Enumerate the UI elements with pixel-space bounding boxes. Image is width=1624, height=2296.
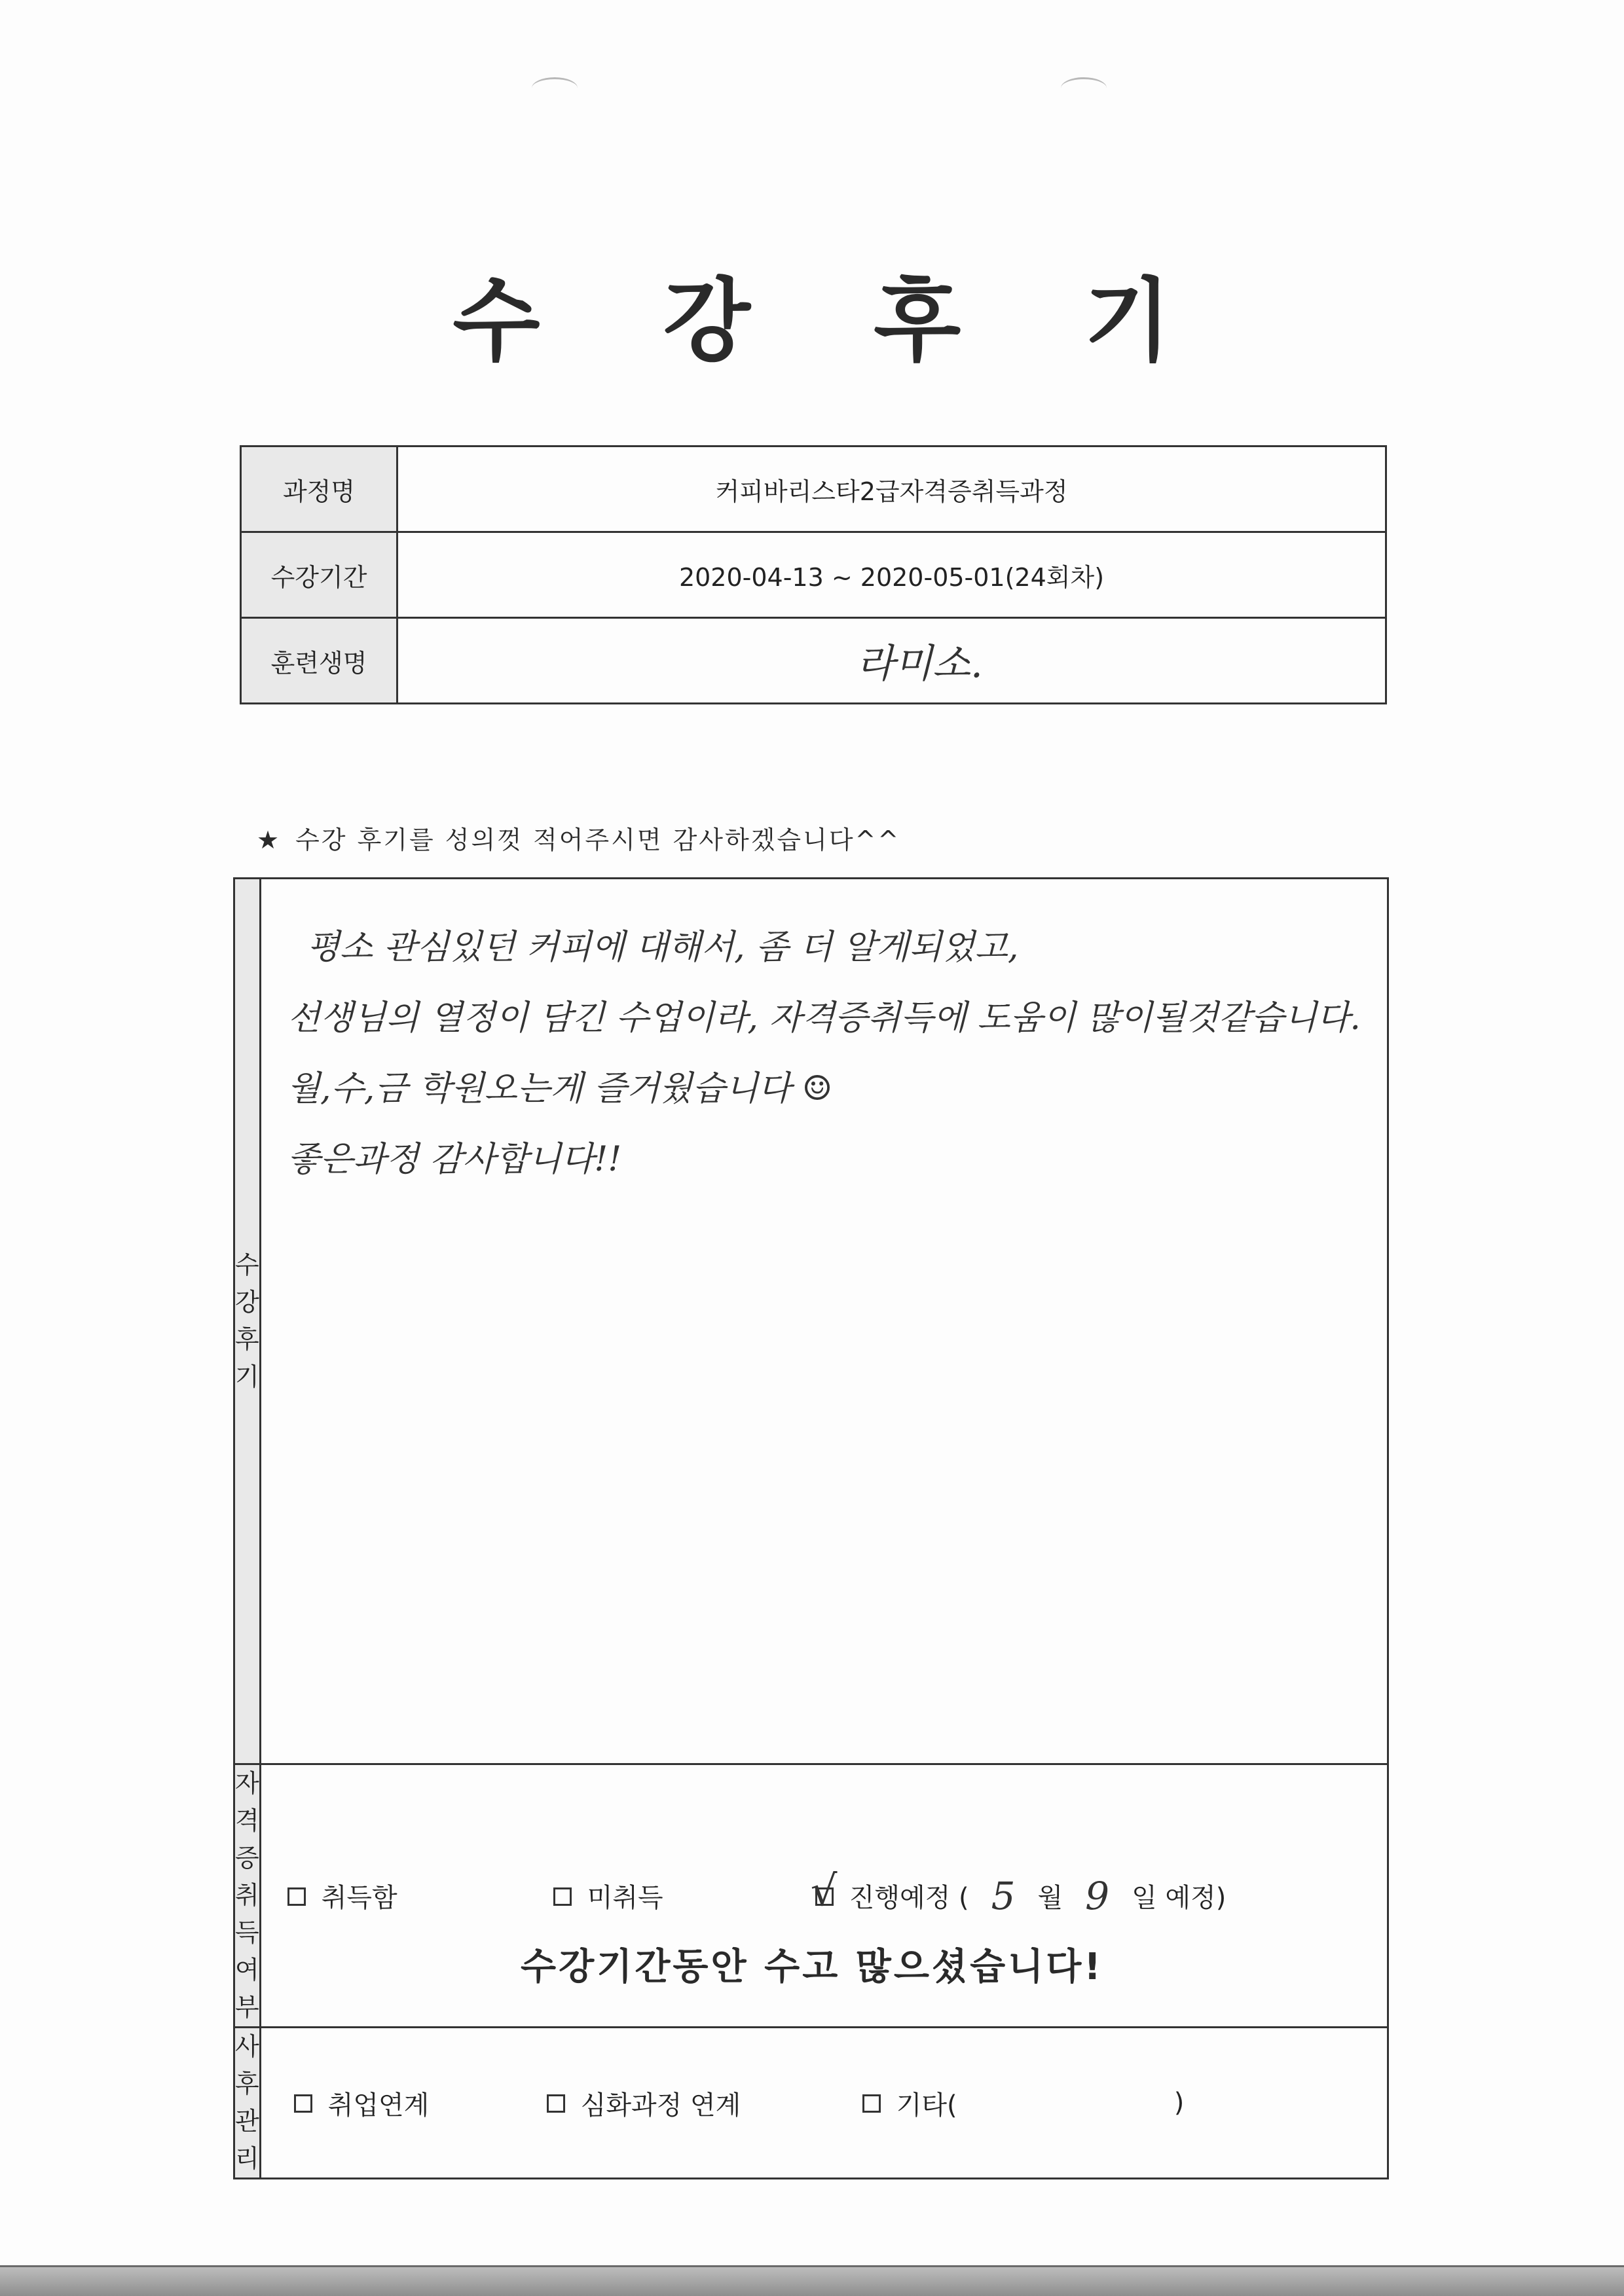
period-row bbox=[241, 532, 1386, 618]
certificate-options bbox=[261, 1867, 1387, 1918]
day-unit: 일 예정) bbox=[1132, 1883, 1227, 1913]
course-value: 커피바리스타2급자격증취득과정 bbox=[397, 446, 1386, 532]
option-not-acquired-label: 미취득 bbox=[587, 1883, 663, 1913]
scan-bottom-edge bbox=[0, 2265, 1624, 2296]
review-row bbox=[234, 879, 1388, 1764]
checkbox-acquired[interactable] bbox=[287, 1887, 306, 1906]
aftercare-options-cell bbox=[260, 2028, 1388, 2179]
course-info-table bbox=[240, 445, 1387, 704]
period-label: 수강기간 bbox=[241, 532, 397, 618]
review-line-2: 선생님의 열정이 담긴 수업이라, 자격증취득에 도움이 많이될것같습니다. bbox=[287, 998, 1361, 1038]
aftercare-options bbox=[261, 2085, 1387, 2122]
planned-day-handwritten: 9 bbox=[1085, 1873, 1110, 1918]
trainee-name-cell bbox=[397, 618, 1386, 704]
review-line-1: 평소 관심있던 커피에 대해서, 좀 더 알게되었고, bbox=[306, 928, 1019, 967]
star-icon: ★ bbox=[257, 826, 282, 854]
punch-mark-right bbox=[1061, 77, 1107, 99]
aftercare-row bbox=[234, 2028, 1388, 2179]
page-title: 수 강 후 기 bbox=[452, 268, 1217, 374]
review-content-cell bbox=[260, 879, 1388, 1764]
option-employment-label: 취업연계 bbox=[327, 2090, 430, 2121]
closing-message: 수강기간동안 수고 많으셨습니다! bbox=[521, 1946, 1103, 1988]
checkbox-planned[interactable] bbox=[810, 1867, 838, 1916]
checkbox-not-acquired[interactable] bbox=[553, 1887, 572, 1906]
aftercare-label: 사후관리 bbox=[234, 2028, 261, 2179]
punch-mark-left bbox=[532, 77, 578, 99]
month-unit: 월 bbox=[1037, 1883, 1063, 1913]
review-line-3: 월,수,금 학원오는게 즐거웠습니다 ☺ bbox=[287, 1069, 833, 1108]
checkbox-advanced[interactable] bbox=[547, 2094, 565, 2113]
period-value: 2020-04-13 ~ 2020-05-01(24회차) bbox=[397, 532, 1386, 618]
trainee-name-handwritten: 라미소. bbox=[857, 641, 983, 687]
certificate-label-line2: 취득여부 bbox=[235, 1881, 259, 2022]
check-mark-icon: √ bbox=[810, 1867, 838, 1916]
trainee-row bbox=[241, 618, 1386, 704]
planned-month-handwritten: 5 bbox=[991, 1873, 1016, 1918]
course-row bbox=[241, 446, 1386, 532]
option-other-label: 기타( bbox=[896, 2090, 957, 2121]
certificate-label-line1: 자격증 bbox=[235, 1769, 259, 1872]
review-line-4: 좋은과정 감사합니다!! bbox=[287, 1140, 622, 1179]
option-other-close: ) bbox=[1173, 2088, 1185, 2118]
instruction-text bbox=[257, 820, 900, 856]
instruction-message: 수강 후기를 성의껏 적어주시면 감사하겠습니다^^ bbox=[295, 826, 901, 854]
checkbox-other[interactable] bbox=[862, 2094, 881, 2113]
option-acquired-label: 취득함 bbox=[321, 1883, 397, 1913]
option-planned-label: 진행예정 ( bbox=[849, 1883, 969, 1913]
trainee-label: 훈련생명 bbox=[241, 618, 397, 704]
checkbox-employment[interactable] bbox=[294, 2094, 312, 2113]
option-advanced-label: 심화과정 연계 bbox=[580, 2090, 741, 2121]
course-label: 과정명 bbox=[241, 446, 397, 532]
review-label: 수강후기 bbox=[234, 879, 261, 1764]
